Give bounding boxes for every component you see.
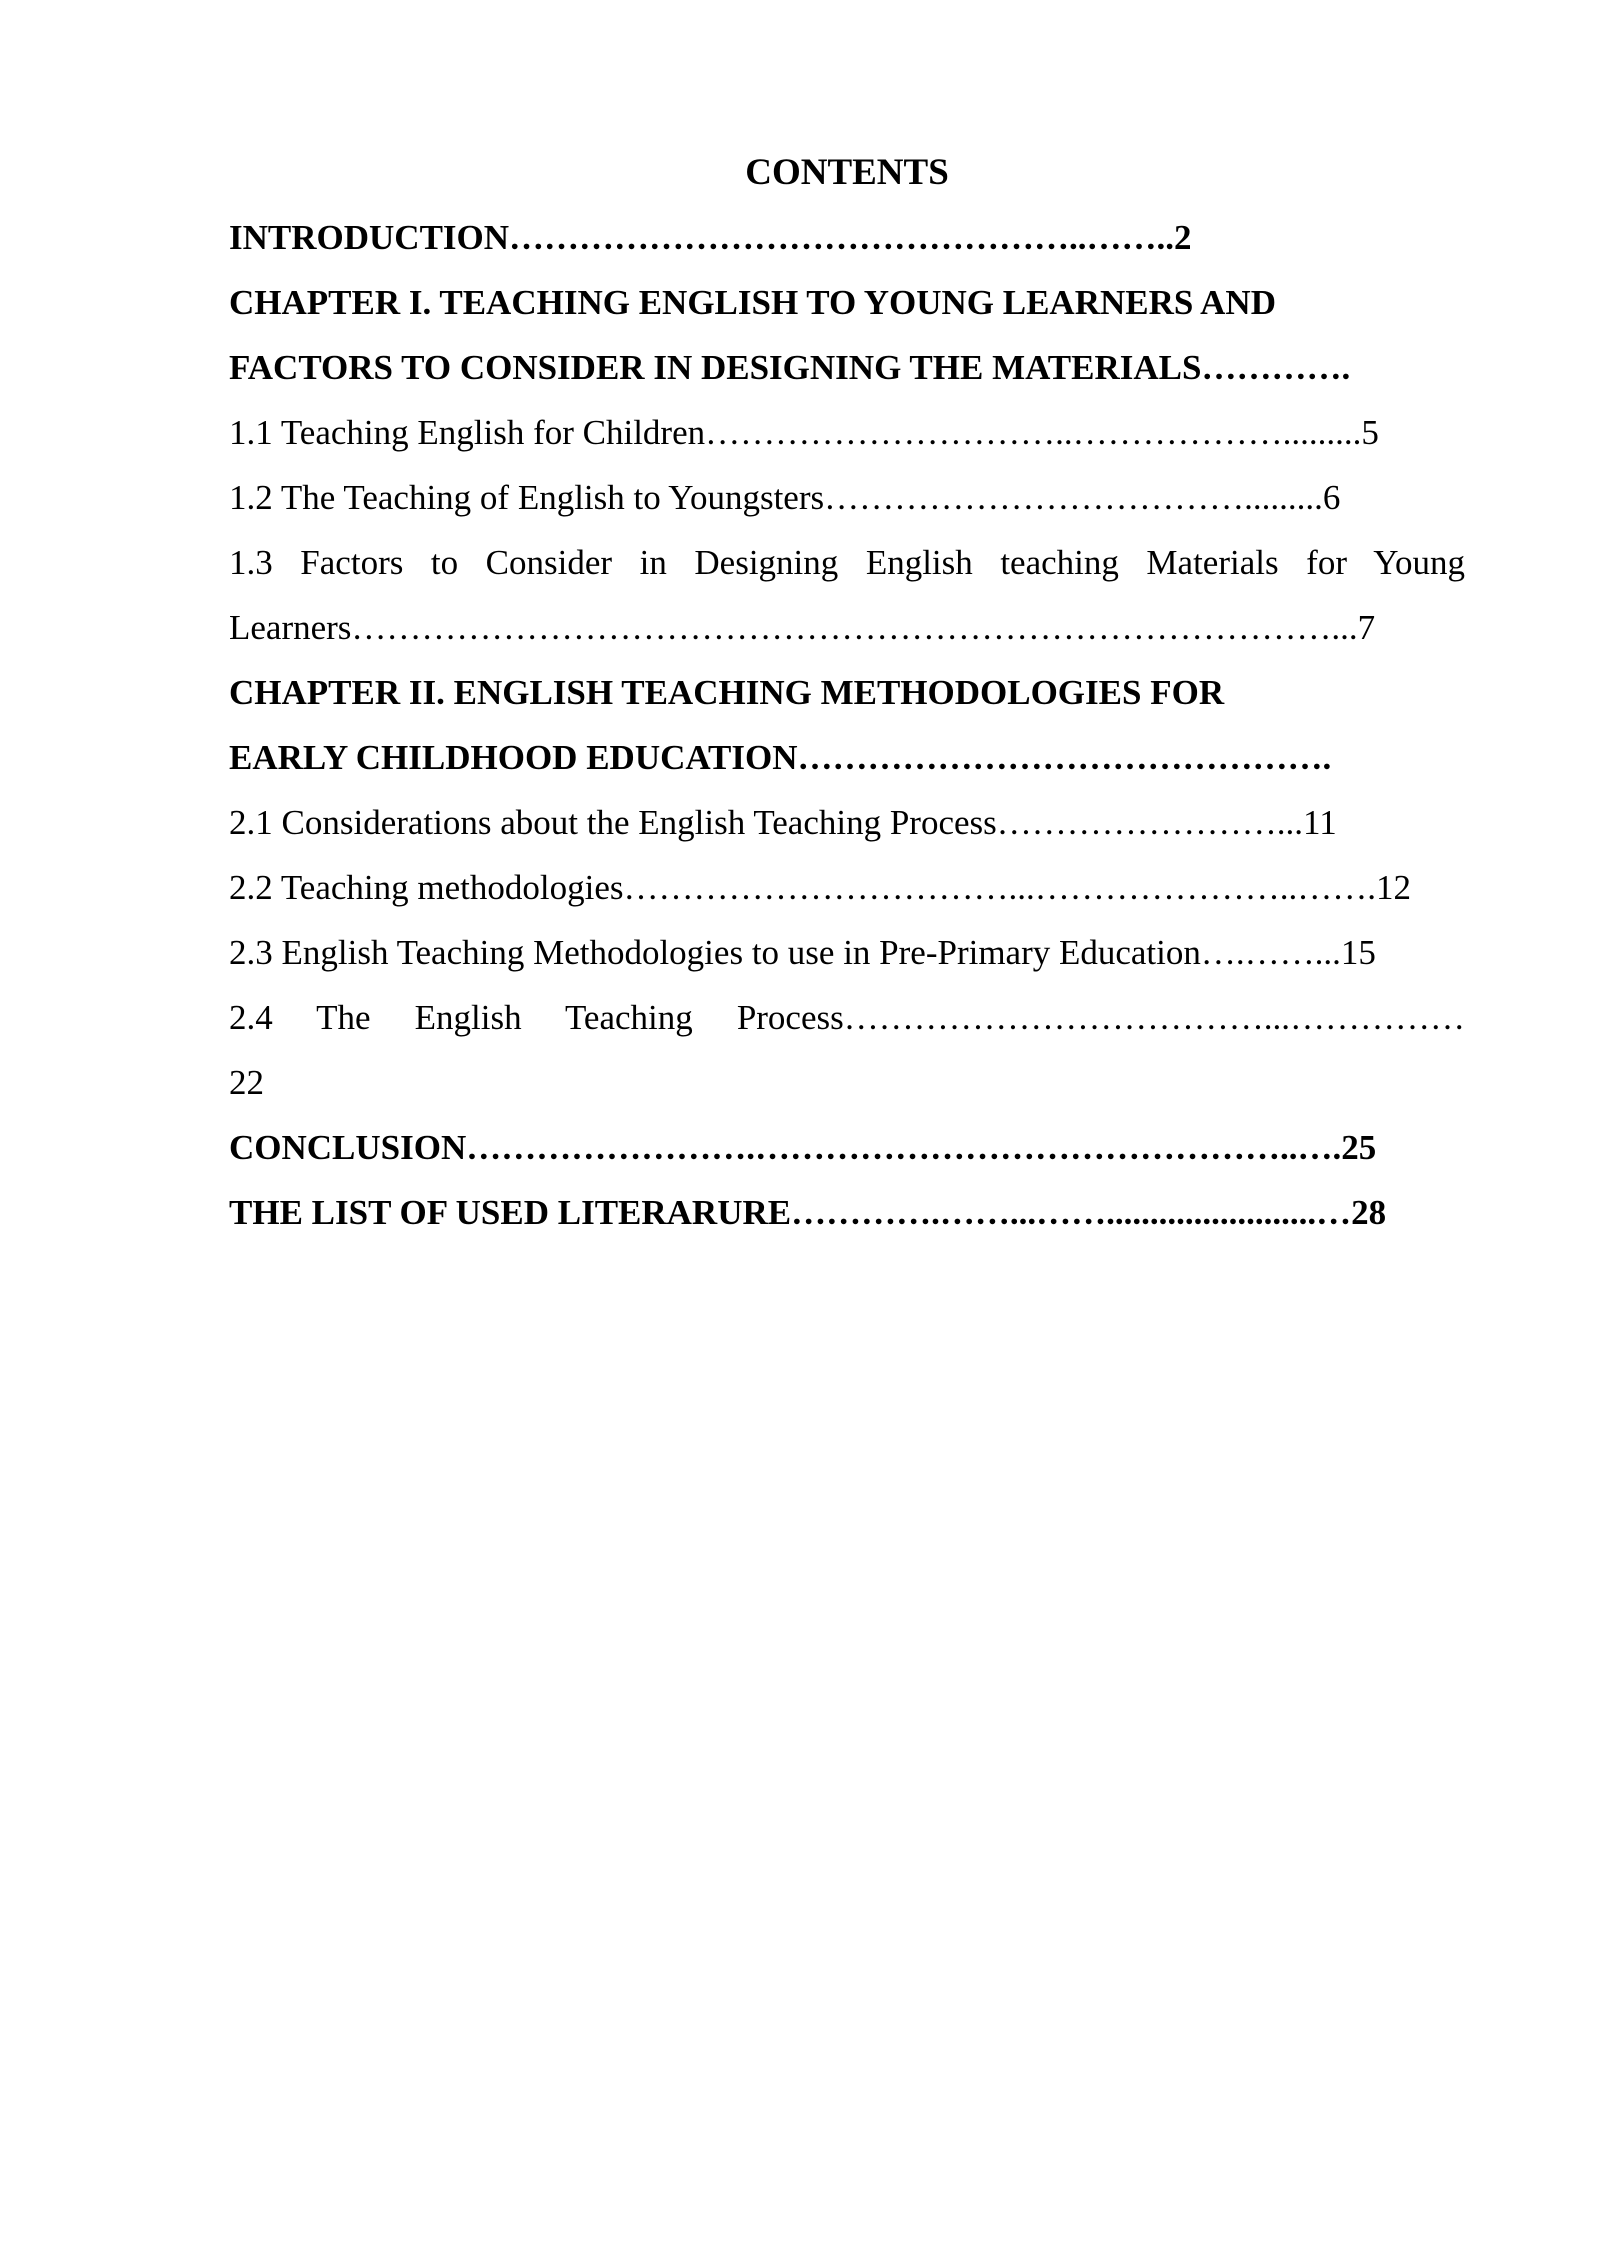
toc-entry-chapter-1-line-1: CHAPTER I. TEACHING ENGLISH TO YOUNG LEARNERS AND (229, 283, 1276, 322)
toc-entry-2-3: 2.3 English Teaching Methodologies to use in Pre-Primary Education….……...15 (229, 933, 1376, 972)
toc-entry-2-4-line-1: 2.4 The English Teaching Process………………………………...…………… (229, 998, 1465, 1037)
toc-entry-1-2: 1.2 The Teaching of English to Youngsters……………………………….........6 (229, 478, 1341, 517)
toc-entry-2-1: 2.1 Considerations about the English Teaching Process……………………...11 (229, 803, 1337, 842)
toc-entry-introduction: INTRODUCTION…………………………………………..……..2 (229, 218, 1192, 257)
toc-entry-2-4-line-2: 22 (229, 1063, 264, 1102)
toc-entry-1-1: 1.1 Teaching English for Children…………………………..……………….........5 (229, 413, 1379, 452)
toc-entry-chapter-2-line-2: EARLY CHILDHOOD EDUCATION………………………………………. (229, 738, 1332, 777)
toc-title: CONTENTS (745, 152, 949, 193)
toc-entry-chapter-1-line-2: FACTORS TO CONSIDER IN DESIGNING THE MATERIALS…………. (229, 348, 1351, 387)
toc-entry-1-3-line-2: Learners…………………………………………………………………………...7 (229, 608, 1376, 647)
toc-entry-literature: THE LIST OF USED LITERARURE………….……...……........................…28 (229, 1193, 1387, 1232)
toc-entry-conclusion: CONCLUSION…………………….………………………………………..….25 (229, 1128, 1377, 1167)
toc-entry-2-2: 2.2 Teaching methodologies……………………………...…………………..…….12 (229, 868, 1411, 907)
toc-entry-chapter-2-line-1: CHAPTER II. ENGLISH TEACHING METHODOLOGIES FOR (229, 673, 1225, 712)
table-of-contents (229, 140, 1465, 1245)
toc-entry-1-3-line-1: 1.3 Factors to Consider in Designing English teaching Materials for Young (229, 543, 1465, 582)
